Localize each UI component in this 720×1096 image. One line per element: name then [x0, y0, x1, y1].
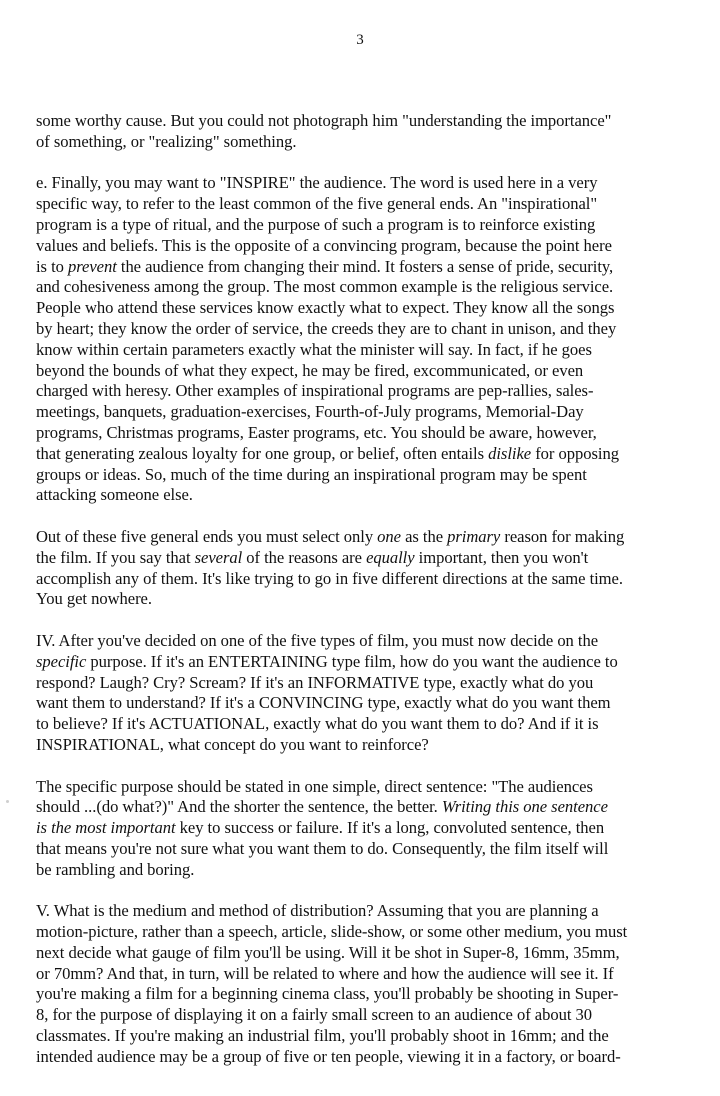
text-run: is to: [36, 256, 68, 276]
text-line: [36, 569, 684, 590]
text-line: [36, 652, 684, 673]
text-line: [36, 1026, 684, 1047]
paragraph: [36, 527, 684, 610]
text-line: [36, 132, 684, 153]
text-run: charged with heresy. Other examples of inspirational programs are pep-rallies, sales-: [36, 381, 594, 401]
text-run: purpose. If it's an ENTERTAINING type film, how do you want the audience to: [86, 651, 618, 671]
text-run: of the reasons are: [242, 547, 367, 567]
text-run: for opposing: [531, 443, 619, 463]
text-run: beyond the bounds of what they expect, he may be fired, excommunicated, or even: [36, 360, 584, 380]
text-run: important, then you won't: [414, 547, 589, 567]
page-body: [36, 111, 684, 1068]
text-line: [36, 444, 684, 465]
italic-text: primary: [447, 526, 501, 546]
text-line: [36, 319, 684, 340]
text-run: intended audience may be a group of five or ten people, viewing it in a factory, or board-: [36, 1046, 621, 1066]
text-line: [36, 839, 684, 860]
text-line: [36, 964, 684, 985]
text-run: programs, Christmas programs, Easter programs, etc. You should be aware, however,: [36, 422, 597, 442]
text-line: [36, 215, 684, 236]
text-line: [36, 922, 684, 943]
text-line: [36, 111, 684, 132]
text-line: [36, 485, 684, 506]
italic-text: is the most important: [36, 818, 176, 838]
text-run: want them to understand? If it's a CONVINCING type, exactly what do you want them: [36, 693, 611, 713]
text-run: the audience from changing their mind. It fosters a sense of pride, security,: [116, 256, 614, 276]
text-line: [36, 548, 684, 569]
text-line: [36, 797, 684, 818]
text-line: [36, 1005, 684, 1026]
text-line: [36, 236, 684, 257]
italic-text: one: [377, 526, 401, 546]
paragraph: [36, 173, 684, 506]
text-line: [36, 589, 684, 610]
text-line: [36, 1047, 684, 1068]
text-line: [36, 381, 684, 402]
text-run: classmates. If you're making an industrial film, you'll probably shoot in 16mm; and the: [36, 1026, 609, 1046]
italic-text: Writing this one sentence: [441, 797, 608, 817]
text-line: [36, 257, 684, 278]
text-run: You get nowhere.: [36, 589, 152, 609]
italic-text: specific: [36, 651, 87, 671]
page-number: 3: [356, 32, 364, 48]
text-run: and cohesiveness among the group. The most common example is the religious service.: [36, 277, 614, 297]
text-run: INSPIRATIONAL, what concept do you want to reinforce?: [36, 734, 429, 754]
text-run: that generating zealous loyalty for one group, or belief, often entails: [36, 443, 489, 463]
text-line: [36, 194, 684, 215]
text-line: [36, 860, 684, 881]
text-line: [36, 631, 684, 652]
text-run: to believe? If it's ACTUATIONAL, exactly what do you want them to do? And if it is: [36, 714, 599, 734]
text-line: [36, 714, 684, 735]
text-line: [36, 402, 684, 423]
text-run: attacking someone else.: [36, 485, 193, 505]
text-line: [36, 943, 684, 964]
text-run: or 70mm? And that, in turn, will be related to where and how the audience will see it. If: [36, 963, 614, 983]
text-line: [36, 361, 684, 382]
text-line: [36, 465, 684, 486]
text-run: be rambling and boring.: [36, 859, 195, 879]
text-run: Out of these five general ends you must select only: [36, 526, 378, 546]
text-line: [36, 693, 684, 714]
text-line: [36, 173, 684, 194]
text-run: V. What is the medium and method of distribution? Assuming that you are planning a: [36, 901, 599, 921]
text-run: program is a type of ritual, and the purpose of such a program is to reinforce existing: [36, 214, 596, 234]
italic-text: equally: [366, 547, 415, 567]
text-run: respond? Laugh? Cry? Scream? If it's an INFORMATIVE type, exactly what do you: [36, 672, 594, 692]
paragraph: [36, 777, 684, 881]
text-run: next decide what gauge of film you'll be using. Will it be shot in Super-8, 16mm, 35mm,: [36, 942, 620, 962]
text-run: key to success or failure. If it's a long, convoluted sentence, then: [175, 818, 605, 838]
paragraph: [36, 111, 684, 153]
text-run: by heart; they know the order of service, the creeds they are to chant in unison, and they: [36, 318, 617, 338]
text-run: values and beliefs. This is the opposite of a convincing program, because the point here: [36, 235, 612, 255]
text-line: [36, 277, 684, 298]
text-run: some worthy cause. But you could not photograph him "understanding the importance": [36, 111, 612, 130]
text-run: of something, or "realizing" something.: [36, 131, 297, 151]
text-run: motion-picture, rather than a speech, article, slide-show, or some other medium, you must: [36, 922, 628, 942]
paragraph: [36, 631, 684, 756]
text-run: know within certain parameters exactly what the minister will say. In fact, if he goes: [36, 339, 592, 359]
text-run: you're making a film for a beginning cinema class, you'll probably be shooting in Super-: [36, 984, 619, 1004]
italic-text: several: [194, 547, 243, 567]
text-line: [36, 298, 684, 319]
text-line: [36, 735, 684, 756]
text-run: e. Finally, you may want to "INSPIRE" the audience. The word is used here in a very: [36, 173, 598, 193]
text-run: as the: [400, 526, 448, 546]
text-line: [36, 423, 684, 444]
text-run: The specific purpose should be stated in one simple, direct sentence: "The audiences: [36, 776, 593, 796]
italic-text: prevent: [67, 256, 117, 276]
text-run: that means you're not sure what you want them to do. Consequently, the film itself will: [36, 838, 609, 858]
text-run: meetings, banquets, graduation-exercises, Fourth-of-July programs, Memorial-Day: [36, 402, 584, 422]
text-run: specific way, to refer to the least common of the five general ends. An "inspirational": [36, 194, 598, 214]
text-run: 8, for the purpose of displaying it on a fairly small screen to an audience of about 30: [36, 1005, 592, 1025]
text-run: IV. After you've decided on one of the five types of film, you must now decide on the: [36, 630, 599, 650]
scan-speck: [6, 800, 9, 803]
text-line: [36, 901, 684, 922]
text-line: [36, 818, 684, 839]
italic-text: dislike: [488, 443, 532, 463]
text-run: accomplish any of them. It's like trying to go in five different directions at the same time.: [36, 568, 623, 588]
text-line: [36, 777, 684, 798]
paragraph: [36, 901, 684, 1067]
text-line: [36, 340, 684, 361]
text-run: People who attend these services know exactly what to expect. They know all the songs: [36, 298, 615, 318]
text-run: should ...(do what?)" And the shorter the sentence, the better.: [36, 797, 442, 817]
text-run: the film. If you say that: [36, 547, 195, 567]
text-run: reason for making: [500, 526, 625, 546]
text-run: groups or ideas. So, much of the time during an inspirational program may be spent: [36, 464, 587, 484]
text-line: [36, 673, 684, 694]
text-line: [36, 984, 684, 1005]
text-line: [36, 527, 684, 548]
